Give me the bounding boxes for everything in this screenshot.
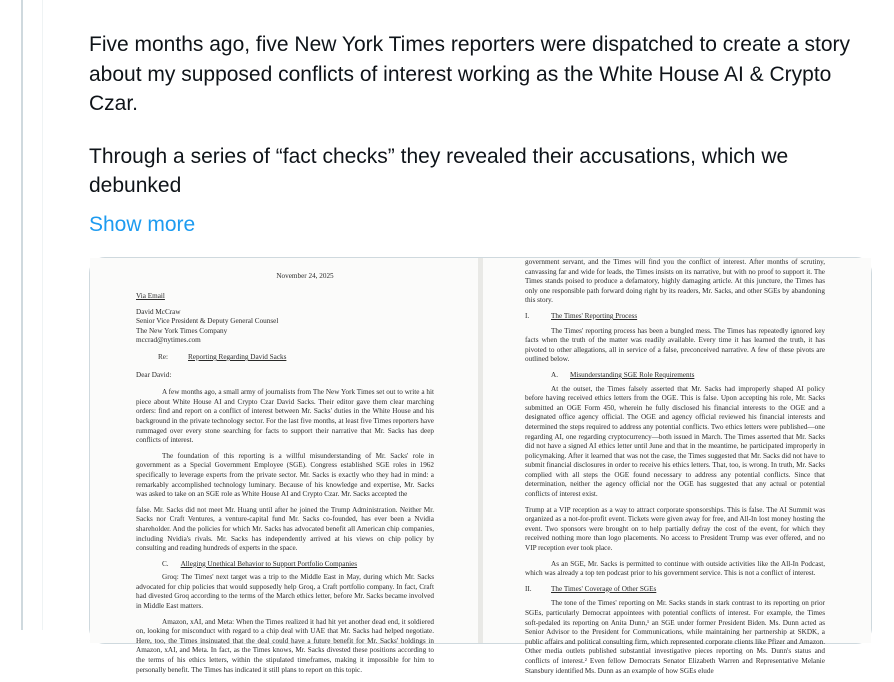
post-text (89, 30, 879, 224)
letter-paragraph: Trump at a VIP reception as a way to attract corporate sponsorships. This is false. The AI Summit was organized as a not-for-profit event. Tickets were given away for free, and All-In lost money hosting the event. Two sponsors were brought on to help partially defray the cost of the event, for which they received nothing more than logo placements. No access to President Trump was ever offered, and no VIP reception ever took place. (525, 505, 825, 553)
post-media-grid[interactable] (89, 257, 872, 675)
post-paragraph-2: Through a series of “fact checks” they revealed their accusations, which we debunked (89, 144, 789, 197)
letter-heading-c: C. Alleging Unethical Behavior to Support Portfolio Companies (162, 559, 358, 568)
letter-page-1-image[interactable] (90, 258, 478, 674)
letter-paragraph: false. Mr. Sacks did not meet Mr. Huang until after he joined the Trump Administration. Neither Mr. Sacks nor Craft Ventures, a venture-capital fund Mr. Sacks co-founded, has ever been a Nvidia shareholder. And the policies for which Mr. Sacks has advocated benefit all American chip companies, including Nvidia's rivals. Mr. Sacks has independently arrived at his views on chip policy by consulting and reading hundreds of experts in the space. (136, 505, 434, 553)
letter-salutation: Dear David: (136, 370, 172, 379)
letter-section-2: II. The Times' Coverage of Other SGEs (525, 584, 657, 593)
letter-paragraph: At the outset, the Times falsely asserted that Mr. Sacks had improperly shaped AI policy before having received ethics letters from the OGE. This is false. Upon accepting his role, Mr. Sacks submitted an OGE Form 450, wherein he fully disclosed his financial interests to the OGE and a designated office agency official. The OGE and agency official reviewed his financial interests and determined the steps required to address any potential conflicts. Two ethics letters were published—one regarding AI, one regarding cryptocurrency—both issued in March. The Times asserted that Mr. Sacks did not have a signed AI ethics letter until June and that in the meantime, he participated improperly in policymaking. After it learned that was not the case, the Times suggested that Mr. Sacks did not have to submit financial disclosures in order to receive his ethics letters. That, too, is wrong. In truth, Mr. Sacks complied with all steps the OGE found necessary to address any potential conflicts. Since that determination, neither the agency official nor the OGE has suggested that any actual or potential conflicts of interest exist. (525, 384, 825, 499)
letter-paragraph: Groq: The Times' next target was a trip to the Middle East in May, during which Mr. Sacks advocated for chip policies that would supposedly help Groq, a Craft portfolio company. In fact, Craft had divested Groq according to the terms of the March ethics letter, before Mr. Sacks became involved in Middle East matters. (136, 573, 434, 611)
letter-addressee: David McCraw Senior Vice President & Deputy General Counsel The New York Times Company mccrad@nytimes.com (136, 308, 279, 344)
letter-paragraph: The foundation of this reporting is a willful misunderstanding of Mr. Sacks' role in government as a Special Government Employee (SGE). Congress established SGE roles in 1962 specifically to leverage experts from the private sector. Mr. Sacks is exactly who they had in mind: a remarkably accomplished technology luminary. Because of his knowledge and expertise, Mr. Sacks was asked to take on an SGE role as White House AI and Crypto Czar. Mr. Sacks accepted the (136, 451, 434, 499)
show-more-link[interactable]: Show more (89, 213, 196, 236)
letter-paragraph: Amazon, xAI, and Meta: When the Times realized it had hit yet another dead end, it soldiered on, looking for misconduct with regard to a chip deal with UAE that Mr. Sacks had helped negotiate. Here, too, the Times insinuated that the deal could have a future benefit for Mr. Sacks' holdings in Amazon, xAI, and Meta. In fact, as the Times knows, Mr. Sacks divested these positions according to the terms of his ethics letters, within the stipulated timeframes, making it impossible for him to personally benefit. The Times has indicated it still plans to report on this topic. (136, 617, 434, 674)
thread-rail (0, 0, 44, 630)
letter-section-1: I. The Times' Reporting Process (525, 311, 638, 320)
letter-re-line: Re: Reporting Regarding David Sacks (158, 353, 287, 361)
letter-subsection-a: A. Misunderstanding SGE Role Requirements (551, 370, 695, 379)
letter-paragraph: government servant, and the Times will find you the conflict of interest. After months of scrutiny, canvassing far and wide for leads, the Times insists on its narrative, but with no proof to support it. The Times stands poised to produce a defamatory, highly damaging article. At this juncture, the Times has only one responsible path forward doing right by its readers, Mr. Sacks, and other SGEs by abandoning this story. (525, 258, 825, 305)
letter-paragraph: As an SGE, Mr. Sacks is permitted to continue with outside activities like the All-In Podcast, which was already a top ten podcast prior to his government service. This is not a conflict of interest. (525, 559, 825, 578)
letter-paragraph: The tone of the Times' reporting on Mr. Sacks stands in stark contrast to its reporting on prior SGEs, particularly Democrat appointees with potential conflicts of interest. For example, the Times soft-pedaled its reporting on Anita Dunn,¹ an SGE under former President Biden. Ms. Dunn acted as Senior Advisor to the President for Communications, while maintaining her partnership at SKDK, a public affairs and political consulting firm, which represented corporate clients like Pfizer and Amazon. Other media outlets published substantial investigative pieces reporting on Ms. Dunn's status and conflicts of interest.² Even fellow Democrats Senator Elizabeth Warren and Representative Melanie Stansbury identified Ms. Dunn as an example of how SGEs elude (525, 599, 825, 675)
letter-via: Via Email (136, 291, 165, 300)
column-divider (42, 0, 43, 630)
letter-paragraph: A few months ago, a small army of journalists from The New York Times set out to write a hit piece about White House AI and Crypto Czar David Sacks. Their editor gave them clear marching orders: find and report on a conflict of interest between Mr. Sacks' duties in the White House and his background in the private technology sector. For the last five months, at least five Times reporters have rummaged over every stone searching for facts to support their narrative that Mr. Sacks has deep conflicts of interest. (136, 388, 434, 445)
letter-date: November 24, 2025 (276, 272, 334, 280)
letter-page-2-image[interactable] (483, 258, 871, 675)
letter-paragraph: The Times' reporting process has been a bungled mess. The Times has repeatedly ignored key facts when the truth of the matter was readily available. Every time it has learned the truth, it has pivoted to other allegations, all in service of a false, preconceived narrative. A few of these pivots are outlined below. (525, 326, 825, 364)
thread-connector-line (21, 0, 23, 630)
post-paragraph-1: Five months ago, five New York Times reporters were dispatched to create a story about my supposed conflicts of interest working as the White House AI & Crypto Czar. (89, 33, 851, 115)
